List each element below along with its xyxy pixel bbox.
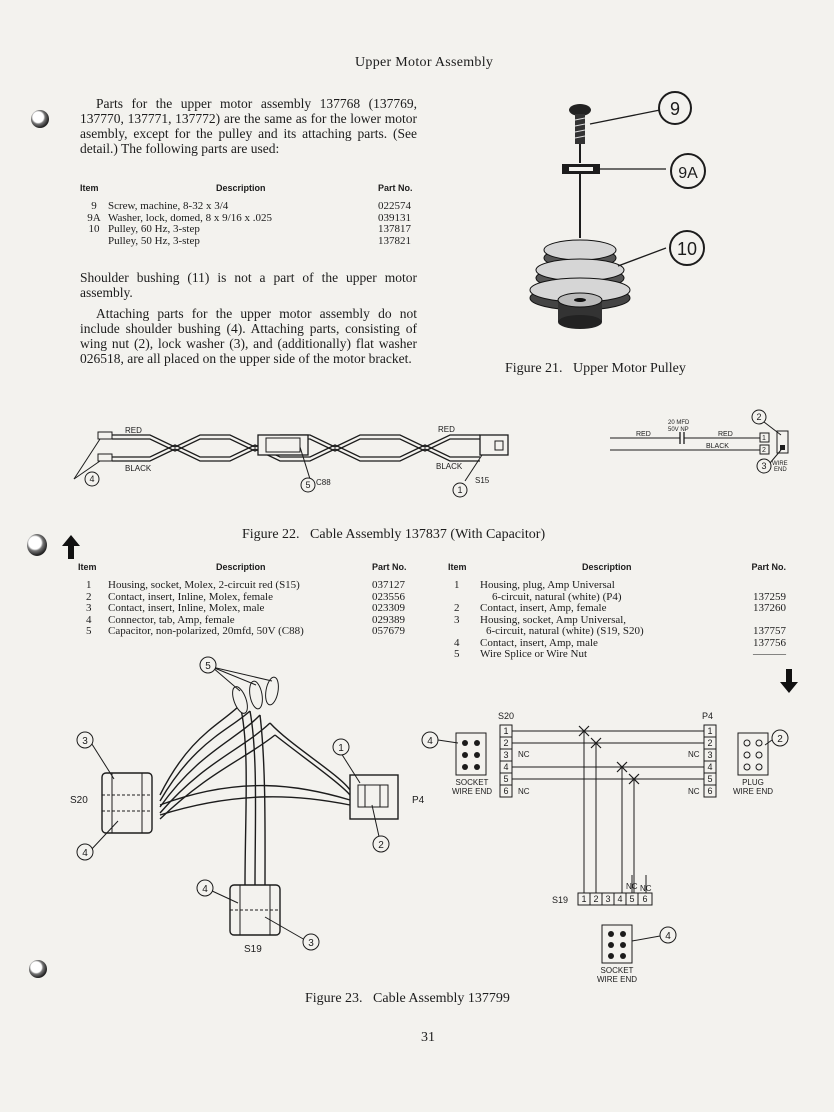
callout-1: 1 [457,485,463,495]
s19-pin: 1 [581,894,587,904]
figure-23-harness-drawing [60,655,430,965]
table-row: 4 Connector, tab, Amp, female 029389 [86,613,405,626]
table-row: 9 Screw, machine, 8-32 x 3/4 022574 [91,200,411,212]
s19-pin: 6 [642,894,648,904]
binder-hole [27,534,47,556]
label-c88: C88 [316,478,331,487]
pin-1: 1 [762,435,766,442]
col-description: Description [582,562,632,572]
intro-paragraph: Parts for the upper motor assembly 137768 (137769, 137770, 137771, 137772) are the same as for the lower motor asembly, except for the pulley and its attaching parts. (See detail.) The following parts are used: [80,96,417,156]
s19-pin: 3 [605,894,611,904]
page-number: 31 [421,1030,435,1045]
plug-label: PLUG [742,778,764,787]
p4-pin: 3 [707,750,713,760]
col-description: Description [216,562,266,572]
table-row: Pulley, 50 Hz, 3-step 137821 [108,234,411,247]
callout-2: 2 [378,840,384,851]
label-s15: S15 [475,476,490,485]
label-red: RED [125,426,142,435]
schematic-p4: P4 [702,711,714,721]
socket-label: SOCKET [455,778,489,787]
callout-1: 1 [338,743,344,754]
callout-5: 5 [205,661,211,672]
wire-end-1: WIRE [772,461,788,467]
callout-4: 4 [427,736,433,747]
wire-end-label: WIRE END [452,787,492,796]
table-row: 5 Capacitor, non-polarized, 20mfd, 50V (C88) 057679 [86,625,405,637]
col-description: Description [216,183,266,193]
page-title: Upper Motor Assembly [355,55,494,70]
schematic-red-right: RED [718,431,733,438]
table-row: 5 Wire Splice or Wire Nut ——— [454,648,786,660]
callout-9a: 9A [678,165,698,182]
wire-end-2: END [774,467,787,473]
s19-pin: 4 [617,894,623,904]
callout-4: 4 [665,931,671,942]
nc-label: NC [518,787,530,796]
note-attaching-parts: Attaching parts for the upper motor assembly do not include shoulder bushing (4). Attaching parts, consisting of wing nut (2), lock washer (3), and (additionally) flat washer 026518, are all placed on the upper side of the motor bracket. [80,306,417,366]
callout-4: 4 [82,848,88,859]
parts-table-pulley [80,183,418,247]
binder-hole [29,960,47,978]
cap-rating-1: 20 MFD [668,420,690,426]
down-arrow-icon [778,668,800,694]
s19-pin: 2 [593,894,599,904]
up-arrow-icon [60,534,82,560]
table-row: 1 Housing, plug, Amp Universal [454,579,615,591]
nc-label: NC [626,882,638,891]
schematic-s19: S19 [552,895,569,905]
label-black: BLACK [125,464,152,473]
s20-pin: 4 [503,762,509,772]
col-item: Item [448,562,467,572]
col-part-no: Part No. [372,562,407,572]
p4-pin: 6 [707,786,713,796]
p4-pin: 2 [707,738,713,748]
label-s20: S20 [70,795,88,806]
figure-23-schematic [420,705,800,990]
figure-23-caption: Figure 23. Cable Assembly 137799 [305,991,510,1006]
label-p4: P4 [412,795,425,806]
table-row: 1 Housing, socket, Molex, 2-circuit red (S15) 037127 [86,579,405,591]
table-row: 3 Housing, socket, Amp Universal, [454,613,627,626]
col-item: Item [80,183,99,193]
p4-pin: 5 [707,774,713,784]
label-red-right: RED [438,425,455,434]
wire-end-label: WIRE END [733,787,773,796]
schematic-black: BLACK [706,443,729,450]
note-shoulder-bushing: Shoulder bushing (11) is not a part of the upper motor assembly. [80,270,417,300]
s20-pin: 2 [503,738,509,748]
callout-3: 3 [308,938,314,949]
parts-table-cable-137799 [448,562,786,661]
s20-pin: 5 [503,774,509,784]
figure-22-caption: Figure 22. Cable Assembly 137837 (With Capacitor) [242,527,546,542]
s20-pin: 1 [503,726,509,736]
binder-hole [31,110,49,128]
figure-22-cable-drawing [70,405,800,505]
callout-2: 2 [777,734,783,745]
col-part-no: Part No. [751,562,786,572]
s20-pin: 6 [503,786,509,796]
figure-21-caption: Figure 21. Upper Motor Pulley [505,361,686,376]
s19-pin: 5 [629,894,635,904]
s20-pin: 3 [503,750,509,760]
table-row: 4 Contact, insert, Amp, male 137756 [454,636,786,649]
socket-label: SOCKET [600,966,634,975]
callout-10: 10 [676,239,698,259]
cap-rating-2: 50V NP [668,427,689,433]
schematic-red: RED [636,431,651,438]
callout-4: 4 [202,884,208,895]
callout-9: 9 [669,99,681,119]
nc-label: NC [518,750,530,759]
p4-pin: 1 [707,726,713,736]
table-row: 2 Contact, insert, Inline, Molex, female 023556 [86,590,405,603]
figure-21-pulley-drawing [520,88,720,348]
callout-3: 3 [761,461,767,471]
table-row: 9A Washer, lock, domed, 8 x 9/16 x .025 039131 [87,211,411,224]
wire-end-label: WIRE END [597,975,637,984]
table-row: 6-circuit, natural (white) (P4) 137259 [492,590,786,603]
table-row: 10 Pulley, 60 Hz, 3-step 137817 [88,223,411,235]
col-item: Item [78,562,97,572]
nc-label: NC [640,884,652,893]
callout-5: 5 [305,480,311,490]
p4-pin: 4 [707,762,713,772]
parts-table-capacitor-cable [78,562,418,638]
nc-label: NC [688,787,700,796]
table-row: 3 Contact, insert, Inline, Molex, male 023309 [86,602,405,614]
callout-2: 2 [756,412,762,422]
nc-label: NC [688,750,700,759]
schematic-s20: S20 [498,711,515,721]
table-row: 2 Contact, insert, Amp, female 137260 [454,602,786,614]
label-black-right: BLACK [436,462,463,471]
table-row: 6-circuit, natural (white) (S19, S20) 137757 [486,625,786,637]
label-s19: S19 [244,944,262,955]
pin-2: 2 [762,447,766,454]
callout-3: 3 [82,736,88,747]
callout-4: 4 [89,474,95,484]
col-part-no: Part No. [378,183,413,193]
